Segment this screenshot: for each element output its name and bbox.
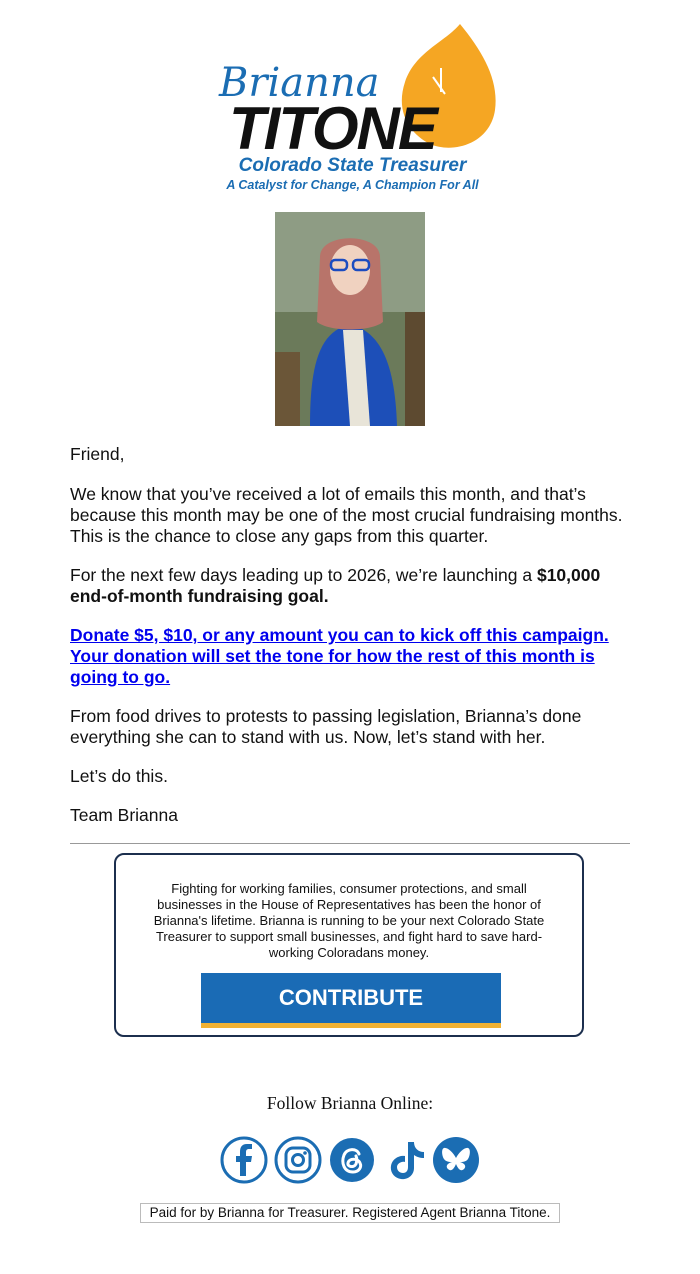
contribute-button[interactable]: CONTRIBUTE (201, 973, 501, 1028)
paragraph-3: From food drives to protests to passing legislation, Brianna’s done everything she can to stand with us. Now, let’s stand with her. (70, 706, 582, 747)
instagram-icon[interactable] (274, 1136, 322, 1184)
fundraising-goal: $10,000 end-of-month fundraising goal. (70, 565, 601, 606)
paragraph-2 (70, 565, 630, 607)
paragraph-4: Let’s do this. (70, 766, 168, 786)
bluesky-icon[interactable] (432, 1136, 480, 1184)
contribute-box-text: Fighting for working families, consumer protections, and small businesses in the House of Representatives has been the honor of Brianna's lifetime. Brianna is running to be your next Colorado State Treasurer to support small businesses, and fight hard to save hard-working Coloradans money. (153, 881, 545, 960)
donate-link[interactable]: Donate $5, $10, or any amount you can to kick off this campaign. Your donation will set the tone for how the rest of this month is going to go. (70, 625, 609, 687)
threads-icon[interactable] (328, 1136, 376, 1184)
campaign-logo (205, 22, 500, 197)
paragraph-1: We know that you’ve received a lot of emails this month, and that’s because this month may be one of the most crucial fundraising months. This is the chance to close any gaps from this quarter. (70, 484, 623, 546)
contribute-box (114, 853, 584, 1037)
logo-title: Colorado State Treasurer (238, 155, 467, 176)
paid-for-disclaimer: Paid for by Brianna for Treasurer. Registered Agent Brianna Titone. (140, 1203, 560, 1223)
logo-last-name: TITONE (229, 95, 436, 162)
logo-first-name: Brianna (219, 60, 380, 106)
signoff: Team Brianna (70, 805, 178, 825)
greeting: Friend, (70, 444, 125, 464)
tiktok-icon[interactable] (382, 1136, 430, 1184)
divider (70, 843, 630, 844)
paragraph-2-text: For the next few days leading up to 2026, we’re launching a (70, 565, 537, 585)
portrait-photo (275, 212, 425, 426)
facebook-icon[interactable] (220, 1136, 268, 1184)
donate-paragraph (70, 625, 630, 688)
follow-heading: Follow Brianna Online: (266, 1093, 434, 1113)
logo-tagline: A Catalyst for Change, A Champion For All (226, 178, 479, 192)
